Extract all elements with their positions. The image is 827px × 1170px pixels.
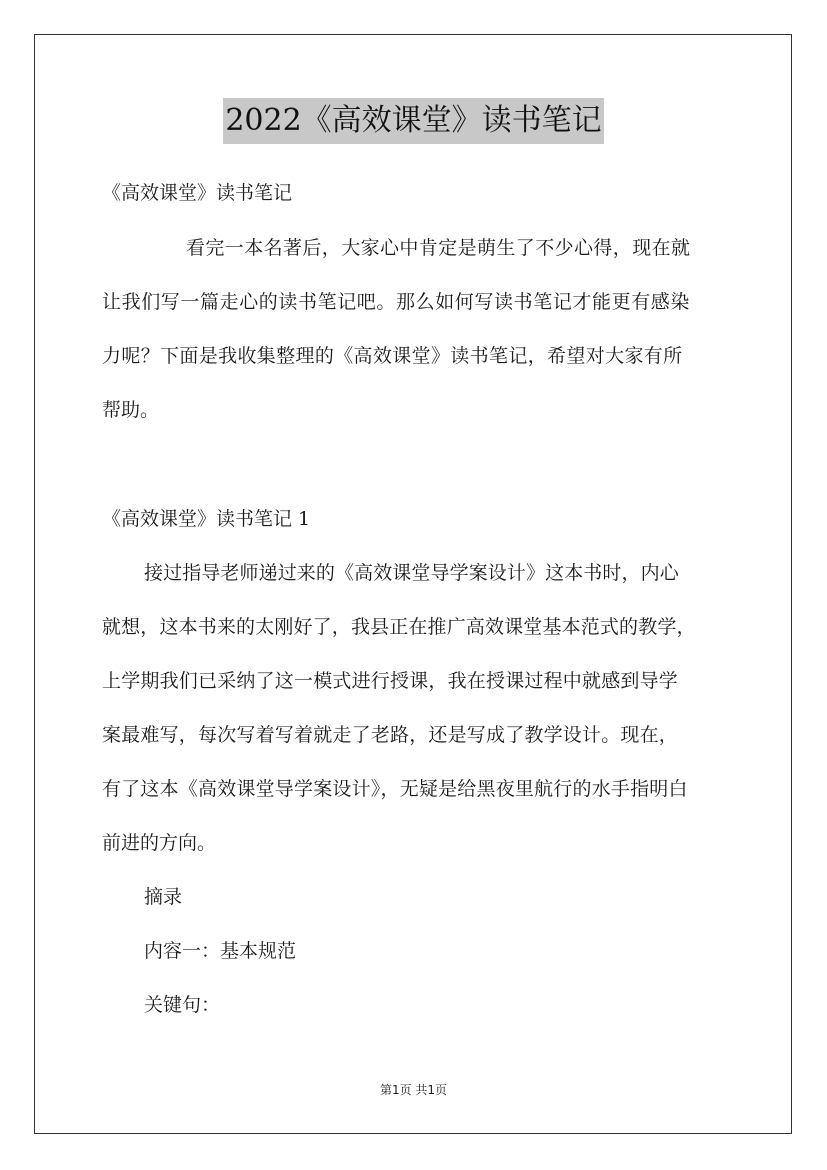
document-title[interactable]: 2022《高效课堂》读书笔记	[223, 98, 603, 144]
keywords-label[interactable]: 关键句：	[144, 994, 221, 1016]
intro-line-3[interactable]: 力呢？下面是我收集整理的《高效课堂》读书笔记，希望对大家有所	[102, 345, 683, 367]
section-1-heading[interactable]: 《高效课堂》读书笔记 1	[102, 508, 311, 530]
section-1-line-4[interactable]: 案最难写，每次写着写着就走了老路，还是写成了教学设计。现在，	[102, 724, 679, 746]
section-1-line-6[interactable]: 前进的方向。	[102, 832, 217, 854]
section-1-line-3[interactable]: 上学期我们已采纳了这一模式进行授课，我在授课过程中就感到导学	[102, 670, 679, 692]
intro-line-4[interactable]: 帮助。	[102, 399, 160, 421]
excerpt-label[interactable]: 摘录	[144, 886, 183, 908]
section-1-line-5[interactable]: 有了这本《高效课堂导学案设计》，无疑是给黑夜里航行的水手指明白	[102, 778, 688, 800]
intro-line-1[interactable]: 看完一本名著后，大家心中肯定是萌生了不少心得，现在就	[186, 237, 691, 259]
page-footer: 第1页 共1页	[379, 1083, 448, 1097]
section-1-line-1[interactable]: 接过指导老师递过来的《高效课堂导学案设计》这本书时，内心	[144, 562, 679, 584]
content-1-label[interactable]: 内容一：基本规范	[144, 940, 297, 962]
section-1-line-2[interactable]: 就想，这本书来的太刚好了，我县正在推广高效课堂基本范式的教学，	[102, 616, 696, 638]
title-container	[0, 98, 827, 144]
intro-line-2[interactable]: 让我们写一篇走心的读书笔记吧。那么如何写读书笔记才能更有感染	[102, 291, 691, 313]
document-subtitle[interactable]: 《高效课堂》读书笔记	[102, 182, 293, 204]
